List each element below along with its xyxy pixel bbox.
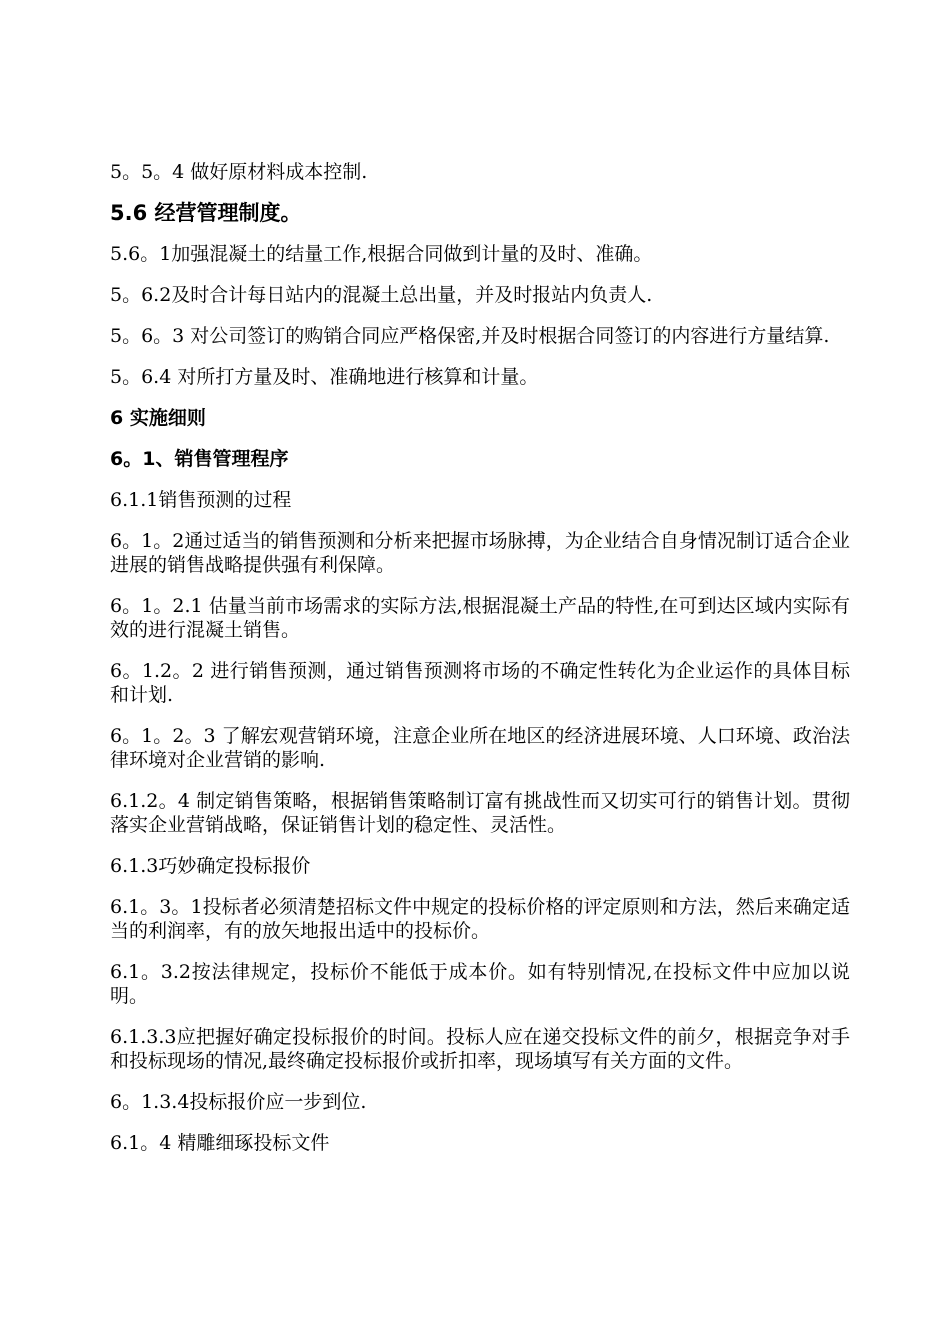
section-heading-5-6: 5.6 经营管理制度。	[110, 201, 302, 225]
section-heading-6-1: 6。1、销售管理程序	[110, 448, 289, 470]
paragraph-6-1-3: 6.1.3巧妙确定投标报价	[110, 855, 311, 877]
paragraph-5-6-2: 5。6.2及时合计每日站内的混凝土总出量，并及时报站内负责人.	[110, 284, 653, 306]
paragraph-5-6-3: 5。6。3 对公司签订的购销合同应严格保密,并及时根据合同签订的内容进行方量结算.	[110, 325, 830, 347]
paragraph-6-1-2-3: 6。1。2。3 了解宏观营销环境，注意企业所在地区的经济进展环境、人口环境、政治法律环境对企业营销的影响.	[110, 725, 850, 771]
paragraph-6-1-4: 6.1。4 精雕细琢投标文件	[110, 1132, 330, 1154]
paragraph-5-6-1: 5.6。1加强混凝土的结量工作,根据合同做到计量的及时、准确。	[110, 243, 653, 265]
paragraph-6-1-1: 6.1.1销售预测的过程	[110, 489, 292, 511]
paragraph-6-1-2-2: 6。1.2。2 进行销售预测，通过销售预测将市场的不确定性转化为企业运作的具体目标和计划.	[110, 660, 850, 706]
paragraph-6-1-3-1: 6.1。3。1投标者必须清楚招标文件中规定的投标价格的评定原则和方法，然后来确定适当的利润率，有的放矢地报出适中的投标价。	[110, 896, 850, 942]
paragraph-5-5-4: 5。5。4 做好原材料成本控制.	[110, 161, 368, 183]
section-heading-6: 6 实施细则	[110, 407, 206, 429]
paragraph-6-1-2-1: 6。1。2.1 估量当前市场需求的实际方法,根据混凝土产品的特性,在可到达区域内实际有效的进行混凝土销售。	[110, 595, 850, 641]
document-page	[110, 160, 850, 1172]
paragraph-6-1-2: 6。1。2通过适当的销售预测和分析来把握市场脉搏，为企业结合自身情况制订适合企业进展的销售战略提供强有利保障。	[110, 530, 850, 576]
paragraph-5-6-4: 5。6.4 对所打方量及时、准确地进行核算和计量。	[110, 366, 539, 388]
paragraph-6-1-3-2: 6.1。3.2按法律规定，投标价不能低于成本价。如有特别情况,在投标文件中应加以说明。	[110, 961, 850, 1007]
paragraph-6-1-3-4: 6。1.3.4投标报价应一步到位.	[110, 1091, 367, 1113]
paragraph-6-1-3-3: 6.1.3.3应把握好确定投标报价的时间。投标人应在递交投标文件的前夕，根据竞争对手和投标现场的情况,最终确定投标报价或折扣率，现场填写有关方面的文件。	[110, 1026, 850, 1072]
paragraph-6-1-2-4: 6.1.2。4 制定销售策略，根据销售策略制订富有挑战性而又切实可行的销售计划。贯彻落实企业营销战略，保证销售计划的稳定性、灵活性。	[110, 790, 850, 836]
